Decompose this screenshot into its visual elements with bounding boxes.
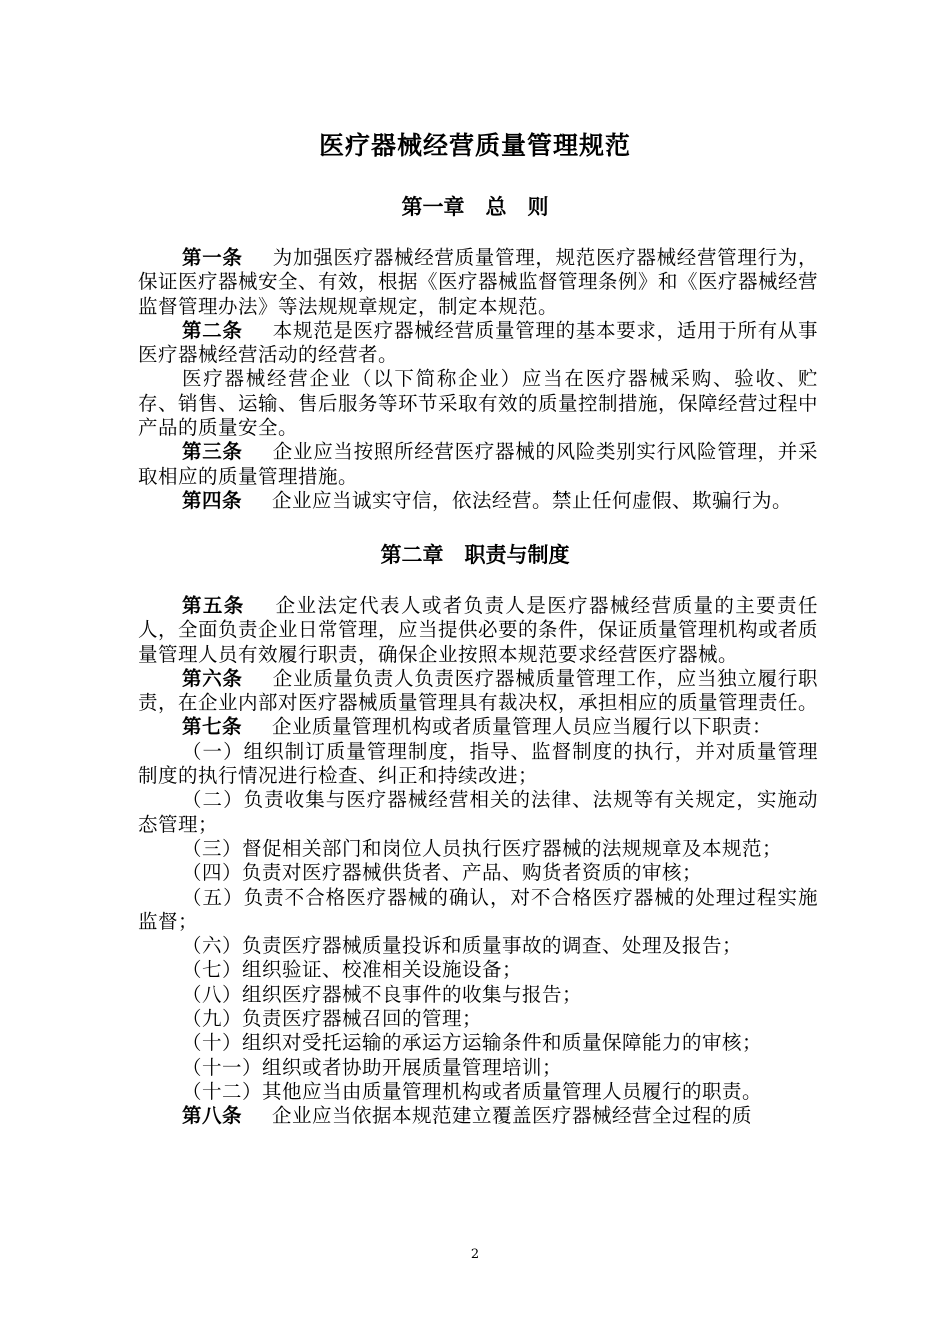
list-item: （十一）组织或者协助开展质量管理培训； <box>182 1055 563 1079</box>
article-2 <box>138 319 818 368</box>
list-item: （十）组织对受托运输的承运方运输条件和质量保障能力的审核； <box>182 1031 763 1055</box>
chapter-2-body <box>138 594 818 1129</box>
list-item: （七）组织验证、校准相关设施设备； <box>182 958 523 982</box>
article-text: 企业应当依据本规范建立覆盖医疗器械经营全过程的质 <box>272 1104 753 1128</box>
article-number: 第六条 <box>182 666 243 690</box>
list-item: （五）负责不合格医疗器械的确认，对不合格医疗器械的处理过程实施监督； <box>138 885 818 933</box>
article-text: 本规范是医疗器械经营质量管理的基本要求，适用于所有从事医疗器械经营活动的经营者。 <box>138 318 818 367</box>
article-number: 第四条 <box>182 488 243 512</box>
list-item: （四）负责对医疗器械供货者、产品、购货者资质的审核； <box>182 861 703 885</box>
list-item: （十二）其他应当由质量管理机构或者质量管理人员履行的职责。 <box>182 1079 763 1103</box>
page-number: 2 <box>470 1247 480 1262</box>
list-item: （二）负责收集与医疗器械经营相关的法律、法规等有关规定，实施动态管理； <box>138 788 818 836</box>
article-1 <box>138 246 818 319</box>
chapter-heading-1: 第一章 总 则 <box>401 194 549 219</box>
article-7 <box>138 715 818 739</box>
document-title: 医疗器械经营质量管理规范 <box>318 131 631 160</box>
list-item: （一）组织制订质量管理制度，指导、监督制度的执行，并对质量管理制度的执行情况进行检查、纠正和持续改进； <box>138 739 818 788</box>
article-number: 第三条 <box>182 440 243 464</box>
article-text: 企业应当按照所经营医疗器械的风险类别实行风险管理，并采取相应的质量管理措施。 <box>138 440 818 488</box>
article-4 <box>138 489 818 513</box>
chapter-1-body <box>138 246 818 513</box>
article-text: 为加强医疗器械经营质量管理，规范医疗器械经营管理行为，保证医疗器械安全、有效，根据《医疗器械监督管理条例》和《医疗器械经营监督管理办法》等法规规章规定，制定本规范。 <box>138 246 819 318</box>
article-number: 第八条 <box>182 1104 243 1128</box>
article-text: 企业质量负责人负责医疗器械质量管理工作，应当独立履行职责，在企业内部对医疗器械质量管理具有裁决权，承担相应的质量管理责任。 <box>138 666 819 715</box>
list-item: （三）督促相关部门和岗位人员执行医疗器械的法规规章及本规范； <box>182 836 783 860</box>
article-6 <box>138 667 818 716</box>
article-text: 医疗器械经营企业（以下简称企业）应当在医疗器械采购、验收、贮存、销售、运输、售后服务等环节采取有效的质量控制措施，保障经营过程中产品的质量安全。 <box>138 367 819 440</box>
article-2-paragraph-2 <box>138 367 818 440</box>
article-text: 企业质量管理机构或者质量管理人员应当履行以下职责： <box>272 715 773 739</box>
list-item: （八）组织医疗器械不良事件的收集与报告； <box>182 982 583 1006</box>
article-number: 第七条 <box>182 715 243 739</box>
list-item: （六）负责医疗器械质量投诉和质量事故的调查、处理及报告； <box>182 934 743 958</box>
chapter-heading-2: 第二章 职责与制度 <box>380 542 570 567</box>
article-text: 企业应当诚实守信，依法经营。禁止任何虚假、欺骗行为。 <box>272 488 793 512</box>
list-item: （九）负责医疗器械召回的管理； <box>182 1007 483 1031</box>
article-5 <box>138 594 818 667</box>
article-8 <box>138 1104 818 1128</box>
article-number: 第一条 <box>182 246 243 269</box>
article-number: 第五条 <box>182 594 245 617</box>
article-3 <box>138 440 818 489</box>
article-number: 第二条 <box>182 318 243 342</box>
article-text: 企业法定代表人或者负责人是医疗器械经营质量的主要责任人，全面负责企业日常管理，应当提供必要的条件，保证质量管理机构或者质量管理人员有效履行职责，确保企业按照本规范要求经营医疗器械。 <box>138 594 819 666</box>
